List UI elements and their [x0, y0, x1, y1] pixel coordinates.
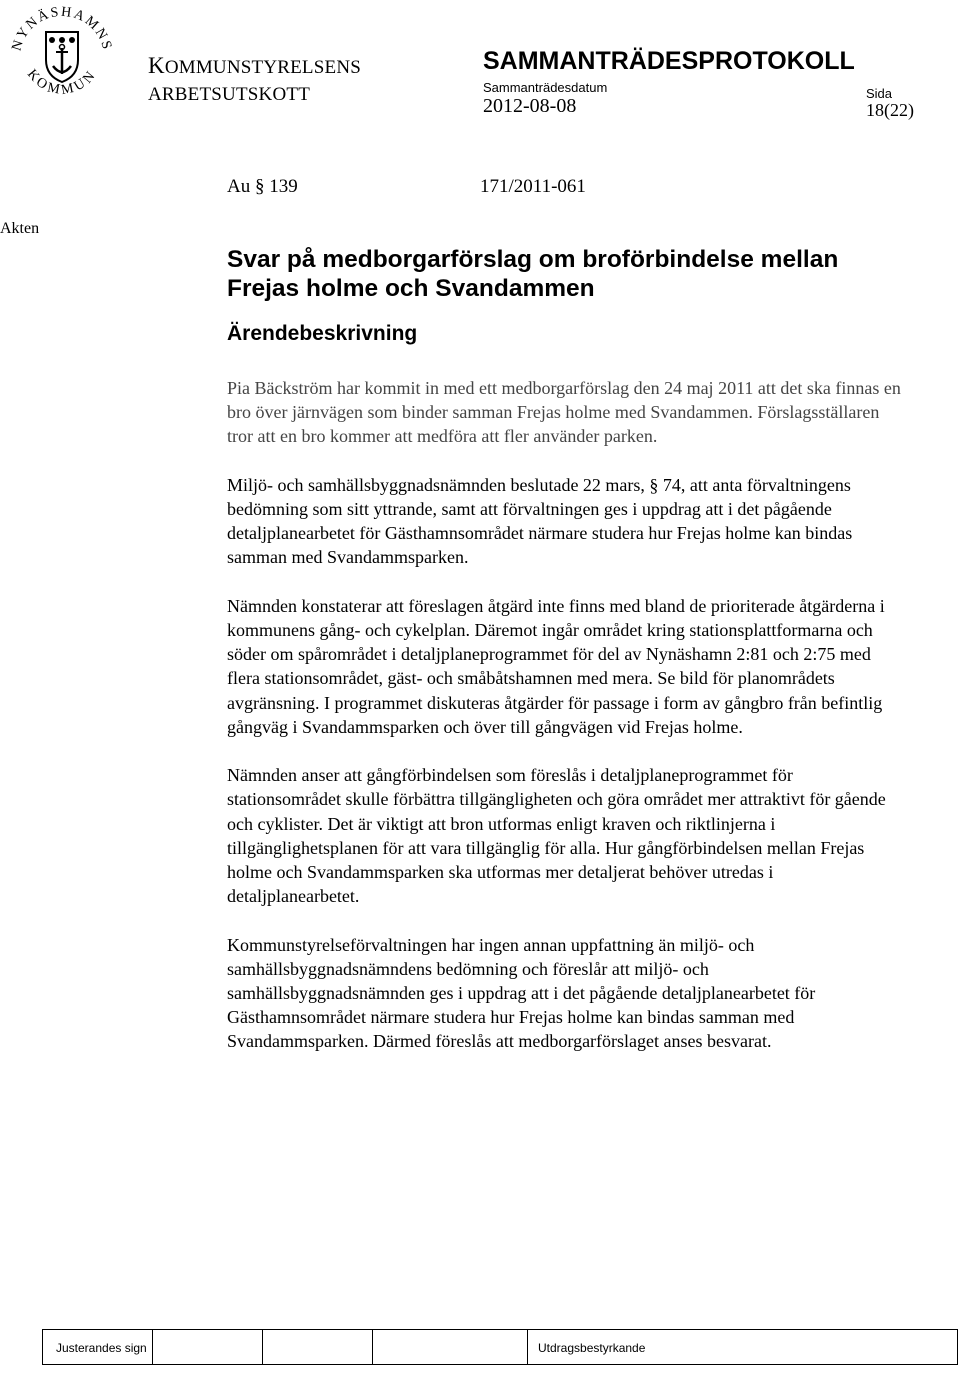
section-heading: Ärendebeskrivning [227, 322, 418, 345]
meeting-date-label: Sammanträdesdatum [483, 80, 608, 95]
case-number: Au § 139 [227, 176, 298, 197]
document-type: SAMMANTRÄDESPROTOKOLL [483, 47, 855, 75]
svg-text:KOMMUN: KOMMUN [23, 66, 101, 99]
case-title [227, 245, 927, 303]
signature-divider [372, 1329, 373, 1365]
paragraph-4: Nämnden anser att gångförbindelsen som föreslås i detaljplaneprogrammet för stationsområdet skulle förbättra tillgängligheten och göra området mer attraktivt för gående och cyklister. Det är viktigt att bron utformas enligt kraven och riktlinjerna i tillgänglighetsplanen för att vara tillgänglig för alla. Hur gångförbindelsen mellan Frejas holme och Svandammsparken ska utformas mer detaljerat behöver utredas i detaljplanearbetet. [227, 765, 886, 907]
svg-text:NYNÄSHAMNS: NYNÄSHAMNS [9, 4, 115, 53]
committee-name-initial: K [148, 53, 165, 78]
case-title-line1: Svar på medborgarförslag om broförbindelse mellan [227, 246, 839, 273]
paragraph-3: Nämnden konstaterar att föreslagen åtgärd inte finns med bland de prioriterade åtgärderna i kommunens gång- och cykelplan. Däremot ingår området kring stationsplattformarna och söder om spårområdet i detaljplaneprogrammet för del av Nynäshamn 2:81 och 2:75 med flera stationsområdet, gäst- och småbåtshamnen med mera. Se bild för planområdets avgränsning. I programmet diskuteras åtgärder för passage i form av gångbro från befintlig gångväg i Svandammsparken och över till gångvägen vid Frejas holme. [227, 595, 885, 737]
paragraph-2: Miljö- och samhällsbyggnadsnämnden beslutade 22 mars, § 74, att anta förvaltningens bedömning som sitt yttrande, samt att förvaltningen ges i uppdrag att i det pågående detaljplanearbetet för Gästhamnsområdet närmare studera hur Frejas holme kan bindas samman med Svandammsparken. [227, 474, 853, 568]
meeting-date: 2012-08-08 [483, 95, 577, 117]
committee-name [148, 53, 361, 79]
page-label: Sida [866, 86, 893, 101]
committee-subname: ARBETSUTSKOTT [148, 84, 310, 105]
paragraph-1: Pia Bäckström har kommit in med ett medborgarförslag den 24 maj 2011 att det ska finnas en bro över järnvägen som binder samman Frejas holme med Svandammen. Förslagsställaren tror att en bro kommer att medföra att fler använder parken. [227, 378, 901, 447]
extract-certification-label: Utdragsbestyrkande [538, 1341, 646, 1355]
page-number: 18(22) [866, 100, 914, 120]
case-title-line2: Frejas holme och Svandammen [227, 275, 595, 302]
signature-divider [527, 1329, 528, 1365]
margin-note: Akten [0, 220, 40, 237]
municipality-seal-logo [6, 2, 118, 114]
signature-box [42, 1329, 958, 1365]
signature-divider [152, 1329, 153, 1365]
committee-name-rest: OMMUNSTYRELSENS [164, 57, 362, 78]
paragraph-5: Kommunstyrelseförvaltningen har ingen annan uppfattning än miljö- och samhällsbyggnadsnämndens bedömning och föreslår att miljö- och samhällsbyggnadsnämnden ges i uppdrag att i det pågående detaljplanearbetet för Gästhamnsområdet närmare studera hur Frejas holme kan bindas samman med Svandammsparken. Därmed föreslås att medborgarförslaget anses besvarat. [227, 934, 816, 1052]
diary-number: 171/2011-061 [480, 176, 586, 197]
signature-divider [262, 1329, 263, 1365]
signature-label: Justerandes sign [56, 1341, 147, 1355]
body-text [227, 376, 907, 1078]
